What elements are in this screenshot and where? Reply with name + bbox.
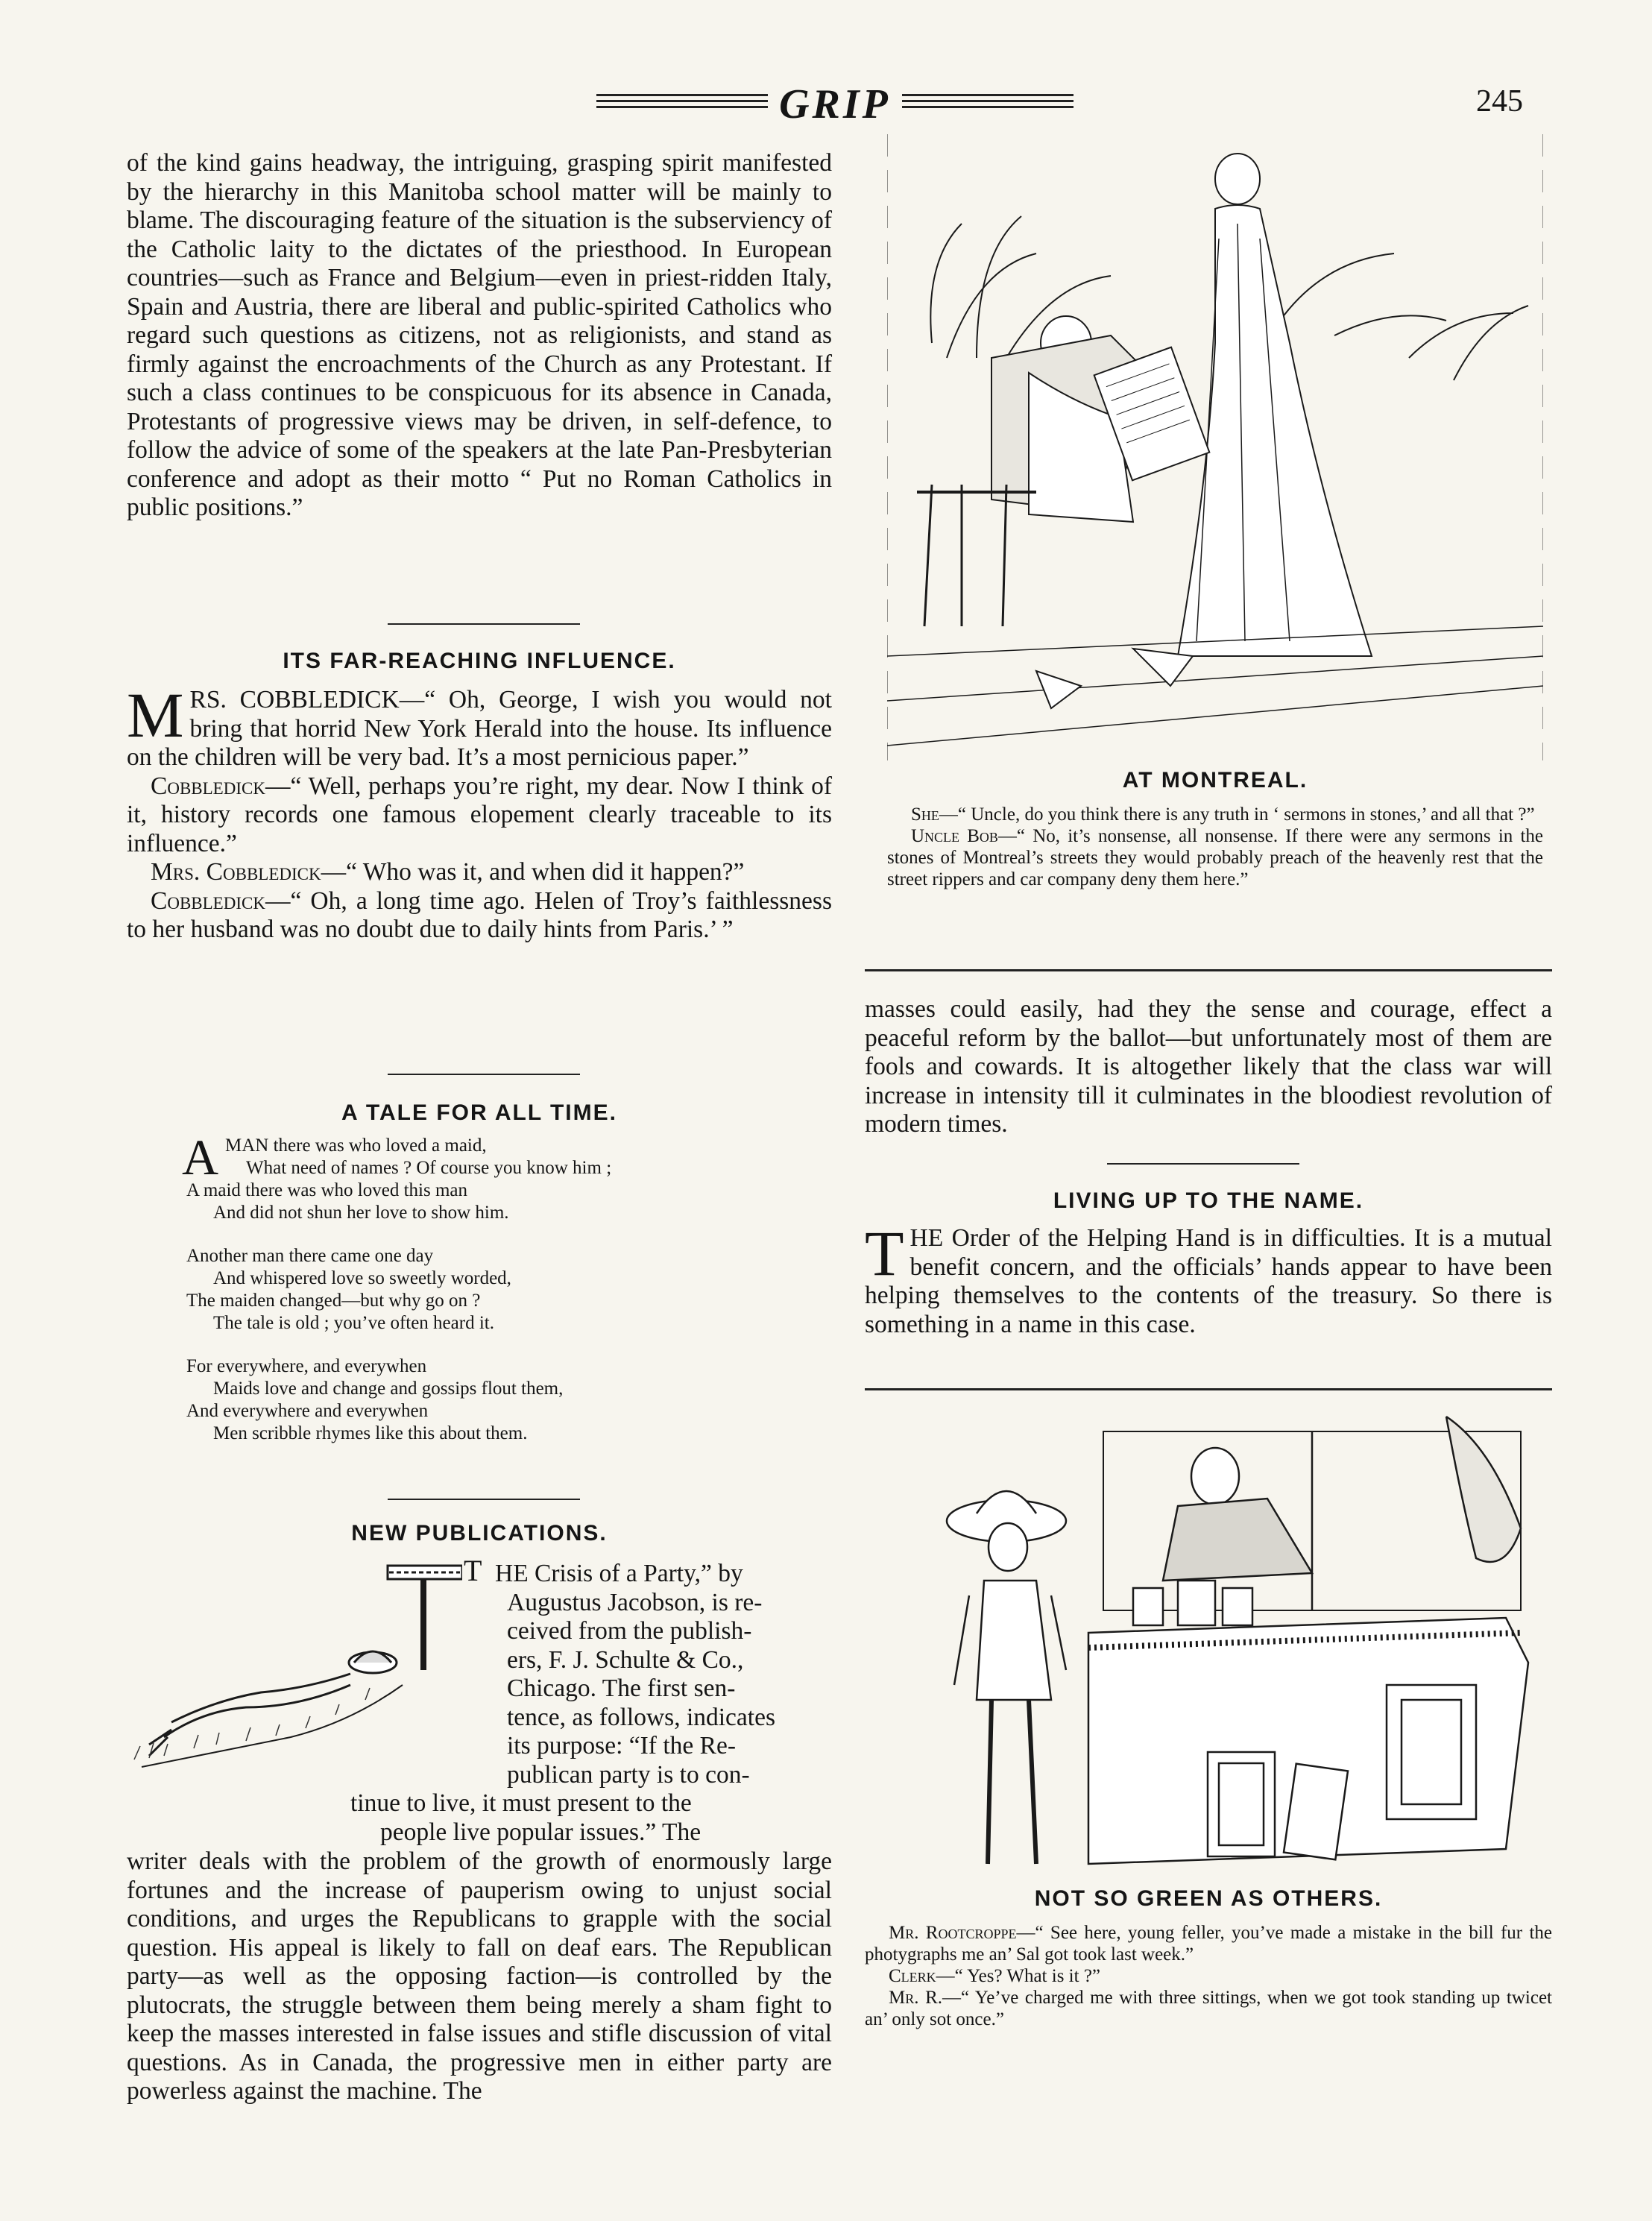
divider: [1107, 1163, 1299, 1165]
drop-cap: A: [182, 1129, 219, 1185]
poem-line: And did not shun her love to show him.: [213, 1203, 509, 1223]
poem-line: What need of names ? Of course you know him ;: [246, 1158, 612, 1178]
intro-paragraph: of the kind gains headway, the intriguing, grasping spirit manifested by the hierarchy in this Manitoba school matter will be mainly to blame. The discouraging feature of the situation is the subserviency of the Catholic laity to the dictates of the priesthood. In European countries—such as France and Belgium—even in priest-ridden Italy, Spain and Austria, there are liberal and public-spirited Catholics who regard such questions as citizens, not as religionists, and stand as firmly against the encroachments of the Church as any Protestant. If such a class continues to be conspicuous for its absence in Canada, Protestants of progressive views may be driven, in self-defence, to follow the advice of some of the speakers at the late Pan-Presbyterian conference and adopt as their motto “ Put no Roman Catholics in public positions.”: [127, 149, 832, 521]
text-line: HE Crisis of a Party,” by: [495, 1560, 743, 1587]
poem-line: For everywhere, and everywhen: [186, 1356, 427, 1376]
speaker: Mr. R.: [889, 1988, 942, 2008]
poem-line: Another man there came one day: [186, 1246, 434, 1266]
publications-wrapped-wide: [350, 1789, 832, 1847]
masthead-rule-left: [596, 94, 768, 110]
green-caption: [865, 1922, 1552, 2030]
divider: [388, 1499, 580, 1500]
caption-text: —“ Ye’ve charged me with three sittings, when we got took standing up twicet an’ only sot once.”: [865, 1988, 1552, 2029]
not-so-green-illustration: [924, 1402, 1536, 1879]
influence-p1: RS. COBBLEDICK—“ Oh, George, I wish you would not bring that horrid New York Herald into the house. Its influence on the children will be very bad. It’s a most pernicious paper.”: [127, 686, 832, 771]
text-line: Chicago. The first sen-: [507, 1675, 736, 1702]
caption-text: —“ No, it’s nonsense, all nonsense. If there were any sermons in the stones of Montreal’s streets they would probably preach of the heavenly rest that the street rippers and car company deny them here.”: [887, 826, 1543, 889]
drop-cap: T: [464, 1554, 482, 1587]
speaker: Clerk: [889, 1966, 936, 1986]
text-line: ers, F. J. Schulte & Co.,: [507, 1645, 744, 1674]
masthead-title: GRIP: [779, 81, 891, 127]
reclining-man-illustration: [127, 1558, 462, 1782]
poem-line: MAN there was who loved a maid,: [225, 1135, 487, 1156]
drop-cap: T: [865, 1217, 904, 1289]
at-montreal-illustration: [887, 134, 1543, 760]
montreal-caption: [887, 804, 1543, 890]
tale-poem: [182, 1129, 805, 1445]
text-line: tence, as follows, indicates: [507, 1703, 776, 1731]
divider: [865, 969, 1552, 971]
publications-body: [127, 1847, 832, 2106]
publications-body-text: writer deals with the problem of the growth of enormously large fortunes and the increase of pauperism owing to unjust social conditions, and urges the Republicans to grapple with the social question. His appeal is likely to fall on deaf ears. The Republican party—as well as the opposing faction—is controlled by the plutocrats, the struggle between them being merely a sham fight to keep the masses interested in false issues and stifle discussion of vital questions. As in Canada, the progressive men in either party are powerless against the machine. The: [127, 1847, 832, 2105]
poem-line: The tale is old ; you’ve often heard it.: [213, 1313, 494, 1333]
divider: [388, 623, 580, 625]
text-line: ceived from the publish-: [507, 1617, 752, 1645]
speaker: Mr. Rootcroppe: [889, 1923, 1017, 1943]
poem-line: Maids love and change and gossips flout them,: [213, 1379, 564, 1399]
poem-line: A maid there was who loved this man: [186, 1180, 468, 1200]
speaker: Cobbledick: [151, 772, 265, 800]
text-line: its purpose: “If the Re-: [507, 1732, 736, 1760]
montreal-title: AT MONTREAL.: [1122, 768, 1308, 793]
living-heading: LIVING UP TO THE NAME.: [1053, 1188, 1364, 1213]
influence-p2: —“ Well, perhaps you’re right, my dear. Now I think of it, history records one famous elopement clearly traceable to its influence.”: [127, 772, 832, 857]
influence-p4: —“ Oh, a long time ago. Helen of Troy’s faithlessness to her husband was no doubt due to daily hints from Paris.’ ”: [127, 886, 832, 943]
caption-text: —“ Uncle, do you think there is any truth in ‘ sermons in stones,’ and all that ?”: [939, 804, 1535, 825]
influence-heading: ITS FAR-REACHING INFLUENCE.: [283, 649, 676, 673]
masthead: [596, 81, 1074, 125]
publications-wrapped: [464, 1554, 832, 1789]
living-text: HE Order of the Helping Hand is in difficulties. It is a mutual benefit concern, and the officials’ hands appear to have been helping themselves to the contents of the treasury. So there is something in a name in this case.: [865, 1224, 1552, 1338]
text-line: publican party is to con-: [507, 1760, 750, 1789]
green-title: NOT SO GREEN AS OTHERS.: [1034, 1886, 1383, 1911]
divider: [388, 1074, 580, 1075]
speaker: Mrs. Cobbledick: [151, 858, 321, 886]
speaker: Cobbledick: [151, 886, 265, 915]
caption-text: —“ Yes? What is it ?”: [936, 1966, 1101, 1986]
influence-p3: —“ Who was it, and when did it happen?”: [321, 858, 745, 886]
tale-heading: A TALE FOR ALL TIME.: [341, 1100, 617, 1125]
left-column: [127, 149, 832, 523]
living-article: [865, 1217, 1552, 1339]
caption-text: —“ See here, young feller, you’ve made a mistake in the bill fur the photygraphs me an’ Sal got took last week.”: [865, 1923, 1552, 1965]
publications-heading: NEW PUBLICATIONS.: [351, 1521, 608, 1546]
poem-line: And everywhere and everywhen: [186, 1401, 429, 1421]
poem-line: And whispered love so sweetly worded,: [213, 1268, 511, 1288]
continuation-text: masses could easily, had they the sense and courage, effect a peaceful reform by the ballot—but unfortunately most of them are fools and cowards. It is altogether likely that the class war will increase in intensity till it culminates in the bloodiest revolution of modern times.: [865, 995, 1552, 1138]
divider: [865, 1388, 1552, 1390]
masthead-rule-right: [902, 94, 1074, 110]
speaker: Uncle Bob: [911, 826, 998, 846]
drop-cap: M: [127, 679, 184, 751]
text-line: Augustus Jacobson, is re-: [507, 1588, 763, 1616]
text-line: tinue to live, it must present to the: [350, 1789, 692, 1817]
poem-line: Men scribble rhymes like this about them.: [213, 1423, 528, 1443]
text-line: people live popular issues.” The: [380, 1818, 702, 1846]
page-number: 245: [1476, 84, 1523, 119]
poem-line: The maiden changed—but why go on ?: [186, 1291, 481, 1311]
continuation-paragraph: [865, 995, 1552, 1139]
speaker: She: [911, 804, 939, 825]
influence-article: [127, 679, 832, 945]
